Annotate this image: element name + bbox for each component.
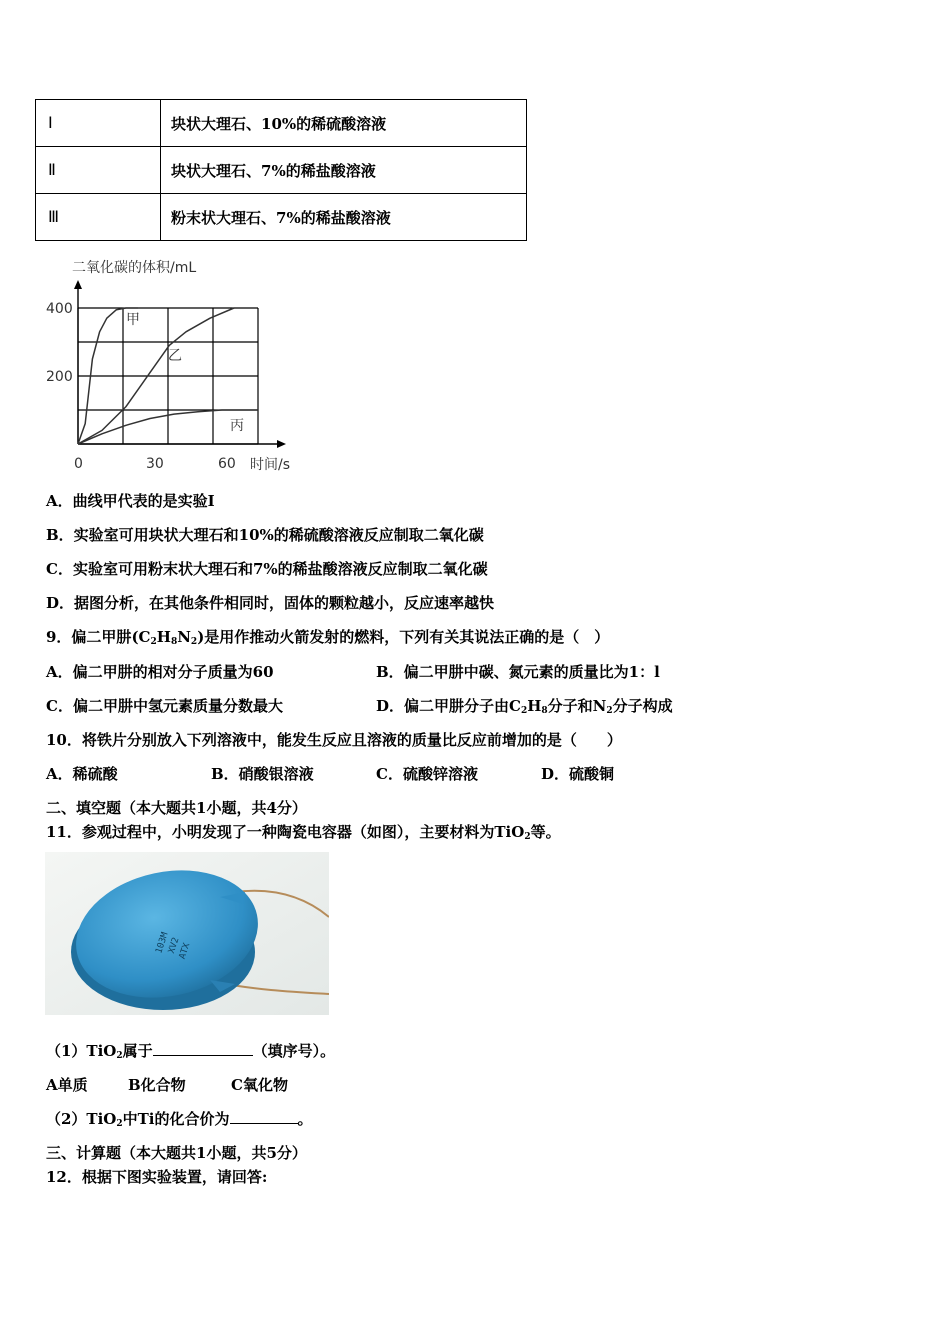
text: H — [156, 628, 171, 646]
q8-option-b: B．实验室可用块状大理石和10%的稀硫酸溶液反应制取二氧化碳 — [46, 526, 484, 544]
capacitor-marking: 103M — [154, 931, 171, 955]
q11-choice-a: A单质 — [46, 1076, 88, 1094]
y-axis-label: 二氧化碳的体积/mL — [72, 260, 197, 276]
chart-axes — [74, 280, 286, 448]
subscript: 2 — [606, 706, 613, 716]
q11-choice-b: B化合物 — [128, 1076, 186, 1094]
x-tick-label: 0 — [74, 456, 83, 472]
row-id: Ⅱ — [36, 147, 161, 194]
y-axis-arrow — [74, 280, 82, 289]
co2-volume-chart — [40, 252, 320, 482]
text: D．偏二甲肼分子由C — [376, 697, 521, 715]
x-tick-label: 60 — [218, 456, 236, 472]
capacitor-marking: XV2 — [166, 936, 182, 955]
text: （填序号）。 — [252, 1042, 336, 1060]
q10-option-c: C．硫酸锌溶液 — [376, 765, 478, 783]
subscript: 2 — [150, 637, 157, 647]
row-desc: 粉末状大理石、7%的稀盐酸溶液 — [161, 194, 527, 241]
series-label: 甲 — [126, 312, 140, 328]
text: 分子构成 — [612, 697, 673, 715]
text: 中Ti的化合价为 — [122, 1110, 230, 1128]
subscript: 2 — [190, 637, 198, 647]
text: 属于 — [122, 1042, 153, 1060]
text: H — [527, 697, 542, 715]
y-tick-label: 400 — [46, 301, 73, 317]
q10-option-d: D．硫酸铜 — [541, 765, 615, 783]
subscript: 2 — [116, 1051, 123, 1061]
text: 。 — [297, 1110, 313, 1128]
section-3-heading: 三、计算题（本大题共1小题，共5分） — [46, 1144, 307, 1162]
text: 等。 — [530, 823, 561, 841]
experiment-table — [35, 99, 527, 241]
x-axis-label: 时间/s — [250, 457, 291, 473]
subscript: 2 — [116, 1119, 123, 1129]
text: （2）TiO — [46, 1110, 117, 1128]
x-axis-arrow — [277, 440, 286, 448]
x-tick-label: 30 — [146, 456, 164, 472]
series-label: 丙 — [230, 418, 244, 434]
q10-option-a: A．稀硫酸 — [46, 765, 118, 783]
subscript: 8 — [541, 706, 548, 716]
q9-option-a: A．偏二甲肼的相对分子质量为60 — [46, 663, 274, 681]
row-id: Ⅰ — [36, 100, 161, 147]
answer-blank[interactable] — [230, 1109, 298, 1124]
q11-part-2 — [46, 1108, 313, 1129]
q8-option-a: A．曲线甲代表的是实验Ⅰ — [46, 492, 215, 510]
subscript: 2 — [524, 832, 531, 842]
answer-blank[interactable] — [153, 1041, 253, 1056]
y-tick-label: 200 — [46, 369, 73, 385]
q9-option-b: B．偏二甲肼中碳、氮元素的质量比为1：l — [376, 663, 660, 681]
table-row — [36, 100, 527, 147]
ceramic-capacitor-image — [45, 852, 329, 1015]
subscript: 2 — [520, 706, 528, 716]
q10-stem: 10．将铁片分别放入下列溶液中，能发生反应且溶液的质量比反应前增加的是（ ） — [46, 731, 622, 749]
q11-choice-c: C氧化物 — [231, 1076, 288, 1094]
row-desc: 块状大理石、10%的稀硫酸溶液 — [161, 100, 527, 147]
q12-stem: 12．根据下图实验装置，请回答: — [46, 1168, 268, 1186]
subscript: 8 — [170, 637, 178, 647]
text: 分子和N — [547, 697, 607, 715]
text: 11．参观过程中，小明发现了一种陶瓷电容器（如图），主要材料为TiO — [46, 823, 525, 841]
q10-option-b: B．硝酸银溶液 — [211, 765, 314, 783]
capacitor-marking: ATX — [177, 941, 193, 961]
text: （1）TiO — [46, 1042, 117, 1060]
text: 9．偏二甲肼(C — [46, 628, 151, 646]
q9-option-c: C．偏二甲肼中氢元素质量分数最大 — [46, 697, 283, 715]
q8-option-c: C．实验室可用粉末状大理石和7%的稀盐酸溶液反应制取二氧化碳 — [46, 560, 488, 578]
q9-option-d — [376, 695, 673, 716]
q11-part-1 — [46, 1040, 335, 1061]
table-row — [36, 194, 527, 241]
text: )是用作推动火箭发射的燃料，下列有关其说法正确的是（ ） — [197, 628, 610, 646]
q9-stem — [46, 626, 609, 647]
series-label: 乙 — [168, 348, 182, 364]
section-2-heading: 二、填空题（本大题共1小题，共4分） — [46, 799, 307, 817]
q11-stem — [46, 821, 561, 842]
text: N — [177, 628, 191, 646]
row-id: Ⅲ — [36, 194, 161, 241]
row-desc: 块状大理石、7%的稀盐酸溶液 — [161, 147, 527, 194]
table-row — [36, 147, 527, 194]
q8-option-d: D．据图分析，在其他条件相同时，固体的颗粒越小，反应速率越快 — [46, 594, 495, 612]
